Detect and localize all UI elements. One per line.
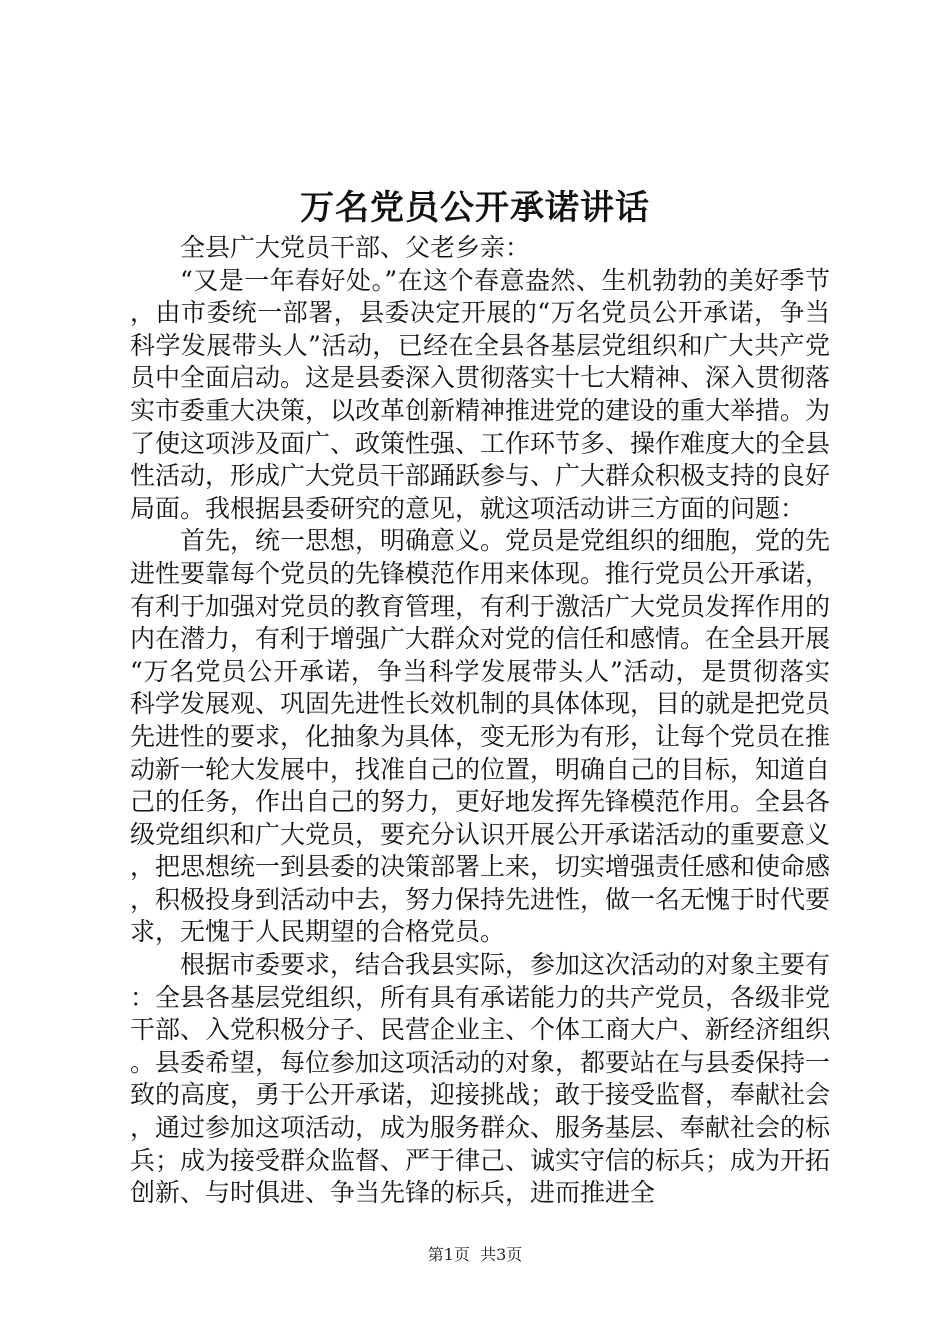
document-body bbox=[130, 232, 830, 1210]
page-total: 共3页 bbox=[480, 1245, 523, 1264]
participants-paragraph: 根据市委要求，结合我县实际，参加这次活动的对象主要有：全县各基层党组织，所有具有承诺能力的共产党员，各级非党干部、入党积极分子、民营企业主、个体工商大户、新经济组织。县委希望，每位参加这项活动的对象，都要站在与县委保持一致的高度，勇于公开承诺，迎接挑战；敢于接受监督，奉献社会，通过参加这项活动，成为服务群众、服务基层、奉献社会的标兵；成为接受群众监督、严于律己、诚实守信的标兵；成为开拓创新、与时俱进、争当先锋的标兵，进而推进全 bbox=[130, 950, 831, 1208]
page-footer bbox=[0, 1243, 950, 1267]
document-title: 万名党员公开承诺讲话 bbox=[300, 188, 650, 228]
page-number: 第1页 bbox=[427, 1245, 470, 1264]
intro-paragraph: “又是一年春好处。”在这个春意盎然、生机勃勃的美好季节，由市委统一部署，县委决定开展的“万名党员公开承诺，争当科学发展带头人”活动，已经在全县各基层党组织和广大共产党员中全面启动。这是县委深入贯彻落实十七大精神、深入贯彻落实市委重大决策，以改革创新精神推进党的建设的重大举措。为了使这项涉及面广、政策性强、工作环节多、操作难度大的全县性活动，形成广大党员干部踊跃参与、广大群众积极支持的良好局面。我根据县委研究的意见，就这项活动讲三方面的问题： bbox=[130, 265, 831, 523]
salutation-paragraph: 全县广大党员干部、父老乡亲： bbox=[180, 233, 531, 262]
first-point-paragraph: 首先，统一思想，明确意义。党员是党组织的细胞，党的先进性要靠每个党员的先锋模范作用来体现。推行党员公开承诺，有利于加强对党员的教育管理，有利于激活广大党员发挥作用的内在潜力，有利于增强广大群众对党的信任和感情。在全县开展“万名党员公开承诺，争当科学发展带头人”活动，是贯彻落实科学发展观、巩固先进性长效机制的具体体现，目的就是把党员先进性的要求，化抽象为具体，变无形为有形，让每个党员在推动新一轮大发展中，找准自己的位置，明确自己的目标，知道自己的任务，作出自己的努力，更好地发挥先锋模范作用。全县各级党组织和广大党员，要充分认识开展公开承诺活动的重要意义，把思想统一到县委的决策部署上来，切实增强责任感和使命感，积极投身到活动中去，努力保持先进性，做一名无愧于时代要求，无愧于人民期望的合格党员。 bbox=[130, 526, 831, 947]
